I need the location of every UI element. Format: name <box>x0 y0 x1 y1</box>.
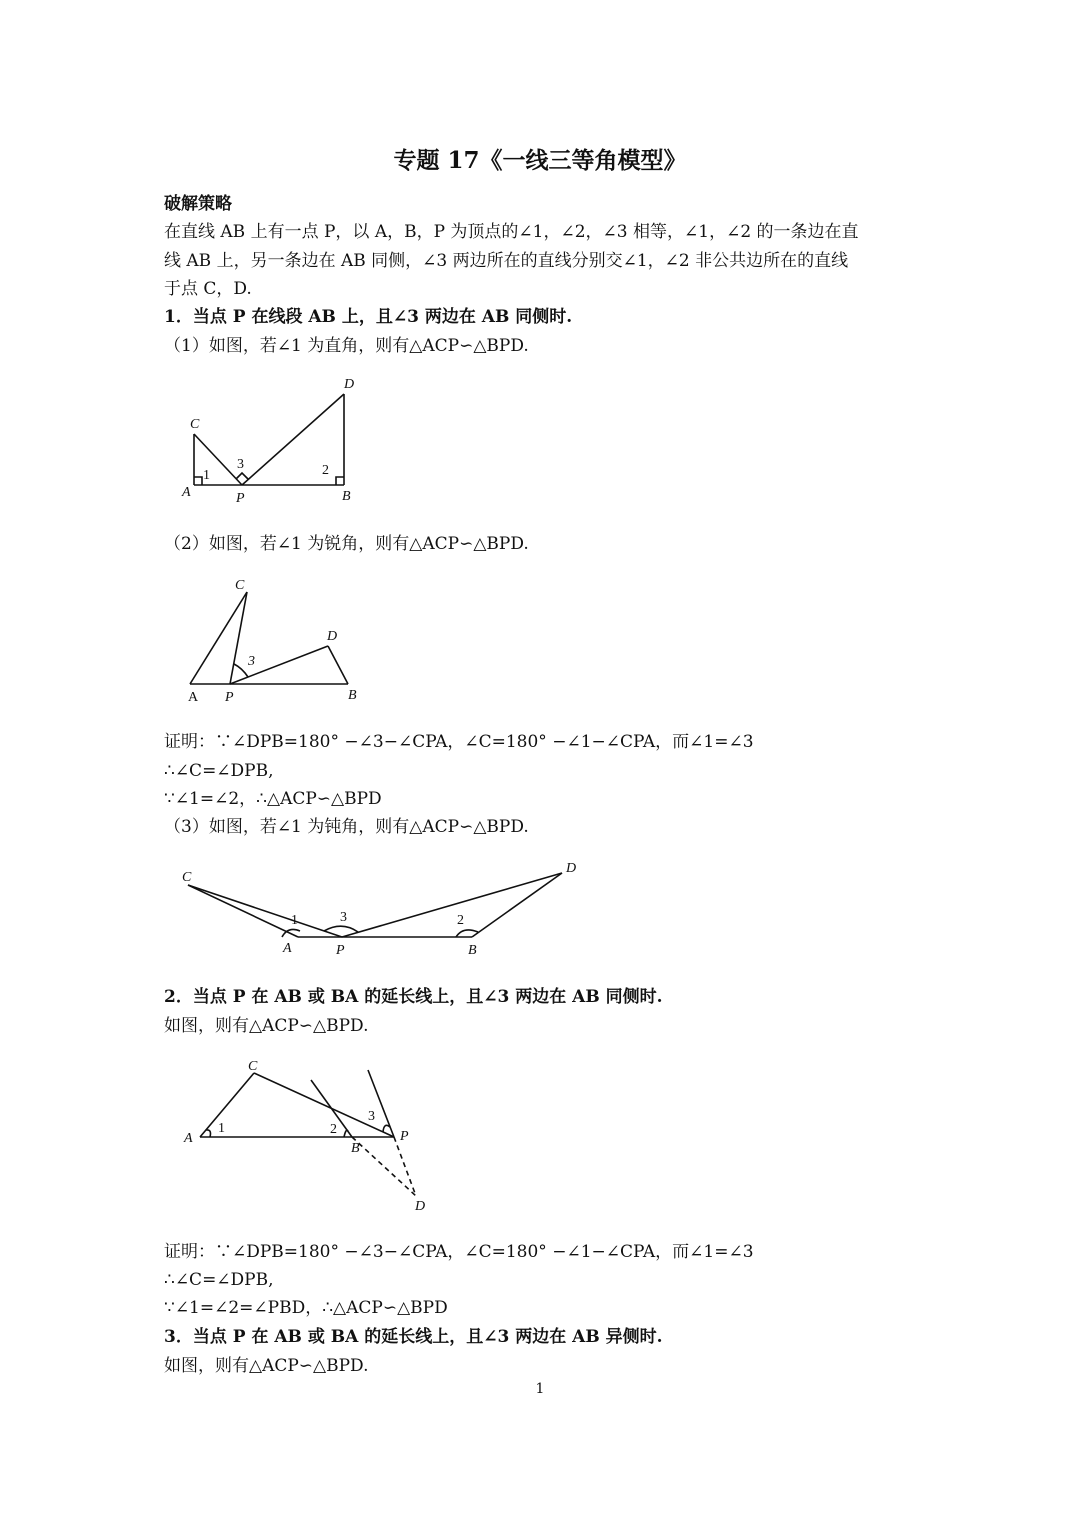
angle-arc-1 <box>206 1130 211 1137</box>
case1-sub1: （1）如图，若∠1 为直角，则有△ACP∽△BPD. <box>164 336 529 356</box>
label-c: C <box>235 578 245 593</box>
angle-label-2: 2 <box>330 1122 337 1137</box>
angle-label-3: 3 <box>237 457 244 472</box>
label-a: A <box>283 941 292 956</box>
segment-ac <box>188 885 298 937</box>
angle-label-1: 1 <box>203 468 210 483</box>
label-c: C <box>182 870 192 885</box>
right-angle-mark-p <box>236 473 248 479</box>
label-b: B <box>351 1141 360 1156</box>
angle-arc-3 <box>324 926 358 932</box>
case3-heading: 3．当点 P 在 AB 或 BA 的延长线上，且∠3 两边在 AB 异侧时. <box>164 1327 663 1347</box>
case2-line: 如图，则有△ACP∽△BPD. <box>164 1016 369 1036</box>
case3-line: 如图，则有△ACP∽△BPD. <box>164 1356 369 1376</box>
segment-pd <box>342 873 562 937</box>
case2-heading: 2．当点 P 在 AB 或 BA 的延长线上，且∠3 两边在 AB 同侧时. <box>164 987 663 1007</box>
segment-bd-dashed <box>352 1137 416 1196</box>
right-angle-mark-b <box>336 477 344 485</box>
label-c: C <box>190 417 200 432</box>
case2-proof-line-2: ∴∠C=∠DPB, <box>164 1270 274 1290</box>
case1-heading: 1．当点 P 在线段 AB 上，且∠3 两边在 AB 同侧时. <box>164 307 573 327</box>
angle-label-2: 2 <box>322 463 329 478</box>
label-p: P <box>336 943 345 958</box>
segment-pd <box>230 646 328 684</box>
segment-ac <box>200 1073 254 1137</box>
figure-1-right-angle <box>160 370 390 515</box>
label-a: A <box>188 690 199 705</box>
angle-arc-3 <box>383 1125 390 1132</box>
segment-bd <box>472 873 562 937</box>
intro-line-3: 于点 C，D. <box>164 279 252 299</box>
segment-bd <box>328 646 348 684</box>
segment-cp <box>188 885 342 937</box>
case1-sub2: （2）如图，若∠1 为锐角，则有△ACP∽△BPD. <box>164 534 529 554</box>
page-title: 专题 17《一线三等角模型》 <box>393 147 687 174</box>
label-a: A <box>182 485 191 500</box>
label-a: A <box>184 1131 193 1146</box>
figure-4-extension <box>170 1050 440 1220</box>
angle-label-3: 3 <box>248 654 255 669</box>
case2-proof-line-1: 证明：∵∠DPB=180° −∠3−∠CPA，∠C=180° −∠1−∠CPA，而∠1=∠3 <box>164 1242 754 1262</box>
label-p: P <box>236 491 245 506</box>
case1-proof-line-2: ∴∠C=∠DPB, <box>164 761 274 781</box>
figure-3-obtuse-angle <box>170 855 590 965</box>
angle-label-3: 3 <box>368 1109 375 1124</box>
angle-arc-3 <box>234 664 248 677</box>
label-d: D <box>327 629 338 644</box>
figure-2-acute-angle <box>170 570 380 710</box>
label-p: P <box>225 690 234 705</box>
case1-proof-line-3: ∵∠1=∠2，∴△ACP∽△BPD <box>164 789 382 809</box>
angle-label-2: 2 <box>457 913 464 928</box>
angle-label-1: 1 <box>291 913 298 928</box>
label-d: D <box>344 377 355 392</box>
intro-line-2: 线 AB 上，另一条边在 AB 同侧，∠3 两边所在的直线分别交∠1，∠2 非公共边所在的直线 <box>164 251 849 271</box>
angle-arc-2 <box>344 1130 348 1137</box>
label-b: B <box>468 943 477 958</box>
intro-line-1: 在直线 AB 上有一点 P，以 A，B，P 为顶点的∠1，∠2，∠3 相等，∠1，∠2 的一条边在直 <box>164 222 859 242</box>
label-d: D <box>415 1199 426 1214</box>
strategy-heading: 破解策略 <box>164 194 232 214</box>
angle-label-1: 1 <box>218 1121 225 1136</box>
case1-sub3: （3）如图，若∠1 为钝角，则有△ACP∽△BPD. <box>164 817 529 837</box>
right-angle-mark-a <box>194 477 202 485</box>
label-b: B <box>348 688 357 703</box>
label-c: C <box>248 1059 258 1074</box>
label-p: P <box>400 1129 409 1144</box>
label-b: B <box>342 489 351 504</box>
angle-label-3: 3 <box>340 910 347 925</box>
segment-pd-dashed <box>394 1137 416 1196</box>
page-number: 1 <box>535 1381 545 1397</box>
case2-proof-line-3: ∵∠1=∠2=∠PBD，∴△ACP∽△BPD <box>164 1298 448 1318</box>
label-d: D <box>566 861 577 876</box>
case1-proof-line-1: 证明：∵∠DPB=180° −∠3−∠CPA，∠C=180° −∠1−∠CPA，而∠1=∠3 <box>164 732 754 752</box>
